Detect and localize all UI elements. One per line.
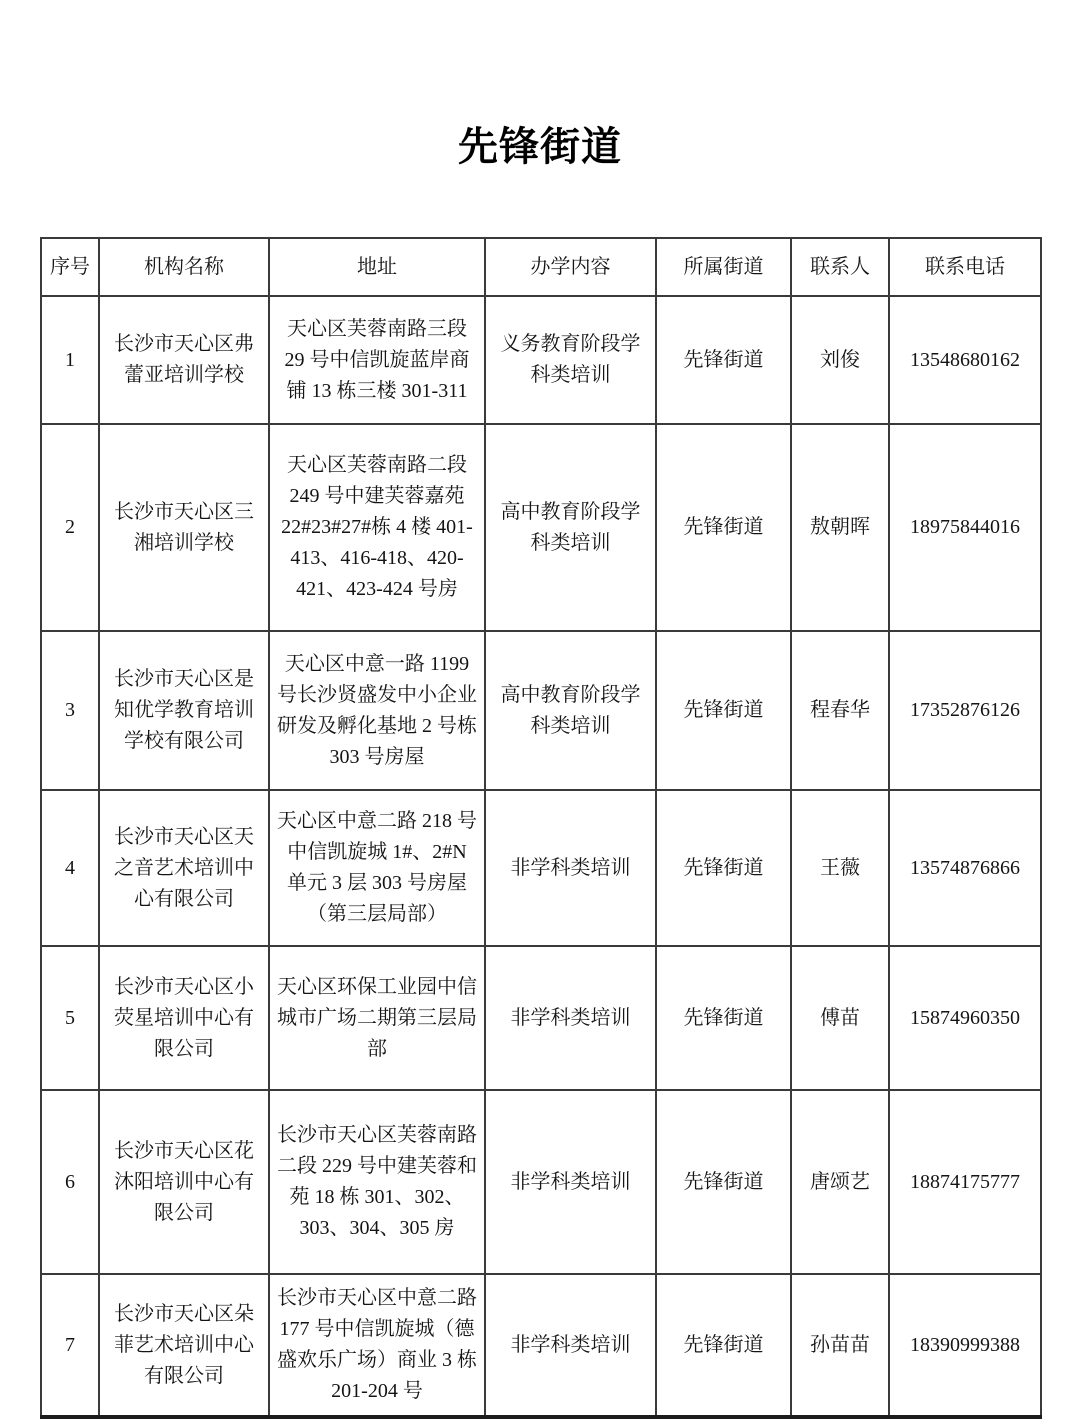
cell-phone: 18874175777 — [889, 1090, 1041, 1274]
cell-name: 长沙市天心区是知优学教育培训学校有限公司 — [99, 631, 269, 790]
cell-address: 天心区芙蓉南路三段 29 号中信凯旋蓝岸商铺 13 栋三楼 301-311 — [269, 296, 485, 424]
cell-content: 非学科类培训 — [485, 946, 656, 1090]
table-row — [41, 631, 1041, 790]
cell-street: 先锋街道 — [656, 631, 791, 790]
cell-address: 天心区中意二路 218 号中信凯旋城 1#、2#N 单元 3 层 303 号房屋（第三层局部） — [269, 790, 485, 946]
cell-no: 3 — [41, 631, 99, 790]
header-phone: 联系电话 — [889, 238, 1041, 296]
cell-street: 先锋街道 — [656, 1274, 791, 1417]
cell-content: 高中教育阶段学科类培训 — [485, 631, 656, 790]
table-row — [41, 296, 1041, 424]
table-row — [41, 790, 1041, 946]
cell-phone: 15874960350 — [889, 946, 1041, 1090]
cell-contact: 敖朝晖 — [791, 424, 889, 631]
header-address: 地址 — [269, 238, 485, 296]
cell-name: 长沙市天心区小荧星培训中心有限公司 — [99, 946, 269, 1090]
cell-name: 长沙市天心区弗蕾亚培训学校 — [99, 296, 269, 424]
header-name: 机构名称 — [99, 238, 269, 296]
cell-contact: 程春华 — [791, 631, 889, 790]
cell-name: 长沙市天心区花沐阳培训中心有限公司 — [99, 1090, 269, 1274]
table-row — [41, 424, 1041, 631]
header-contact: 联系人 — [791, 238, 889, 296]
table-row — [41, 1090, 1041, 1274]
cell-address: 天心区环保工业园中信城市广场二期第三层局部 — [269, 946, 485, 1090]
header-content: 办学内容 — [485, 238, 656, 296]
cell-phone: 18390999388 — [889, 1274, 1041, 1417]
cell-contact: 王薇 — [791, 790, 889, 946]
cell-no: 6 — [41, 1090, 99, 1274]
cell-address: 天心区芙蓉南路二段 249 号中建芙蓉嘉苑 22#23#27#栋 4 楼 401-413、416-418、420-421、423-424 号房 — [269, 424, 485, 631]
cell-no: 2 — [41, 424, 99, 631]
cell-phone: 18975844016 — [889, 424, 1041, 631]
cell-content: 高中教育阶段学科类培训 — [485, 424, 656, 631]
cell-content: 义务教育阶段学科类培训 — [485, 296, 656, 424]
cell-address: 长沙市天心区芙蓉南路二段 229 号中建芙蓉和苑 18 栋 301、302、303、304、305 房 — [269, 1090, 485, 1274]
cell-address: 长沙市天心区中意二路 177 号中信凯旋城（德盛欢乐广场）商业 3 栋 201-204 号 — [269, 1274, 485, 1417]
cell-contact: 唐颂艺 — [791, 1090, 889, 1274]
cell-street: 先锋街道 — [656, 296, 791, 424]
cell-content: 非学科类培训 — [485, 1274, 656, 1417]
table-row — [41, 1274, 1041, 1417]
table-header-row — [41, 238, 1041, 296]
cell-phone: 17352876126 — [889, 631, 1041, 790]
cell-no: 1 — [41, 296, 99, 424]
cell-name: 长沙市天心区天之音艺术培训中心有限公司 — [99, 790, 269, 946]
page-title: 先锋街道 — [458, 125, 622, 169]
header-no: 序号 — [41, 238, 99, 296]
table-row — [41, 946, 1041, 1090]
cell-street: 先锋街道 — [656, 790, 791, 946]
cell-no: 7 — [41, 1274, 99, 1417]
cell-name: 长沙市天心区朵菲艺术培训中心有限公司 — [99, 1274, 269, 1417]
institutions-table — [40, 237, 1042, 1419]
cell-content: 非学科类培训 — [485, 1090, 656, 1274]
header-street: 所属街道 — [656, 238, 791, 296]
cell-street: 先锋街道 — [656, 946, 791, 1090]
cell-contact: 刘俊 — [791, 296, 889, 424]
cell-street: 先锋街道 — [656, 1090, 791, 1274]
cell-contact: 孙苗苗 — [791, 1274, 889, 1417]
cell-no: 4 — [41, 790, 99, 946]
cell-address: 天心区中意一路 1199 号长沙贤盛发中小企业研发及孵化基地 2 号栋 303 号房屋 — [269, 631, 485, 790]
cell-phone: 13548680162 — [889, 296, 1041, 424]
cell-street: 先锋街道 — [656, 424, 791, 631]
cell-content: 非学科类培训 — [485, 790, 656, 946]
cell-contact: 傅苗 — [791, 946, 889, 1090]
cell-phone: 13574876866 — [889, 790, 1041, 946]
cell-no: 5 — [41, 946, 99, 1090]
cell-name: 长沙市天心区三湘培训学校 — [99, 424, 269, 631]
